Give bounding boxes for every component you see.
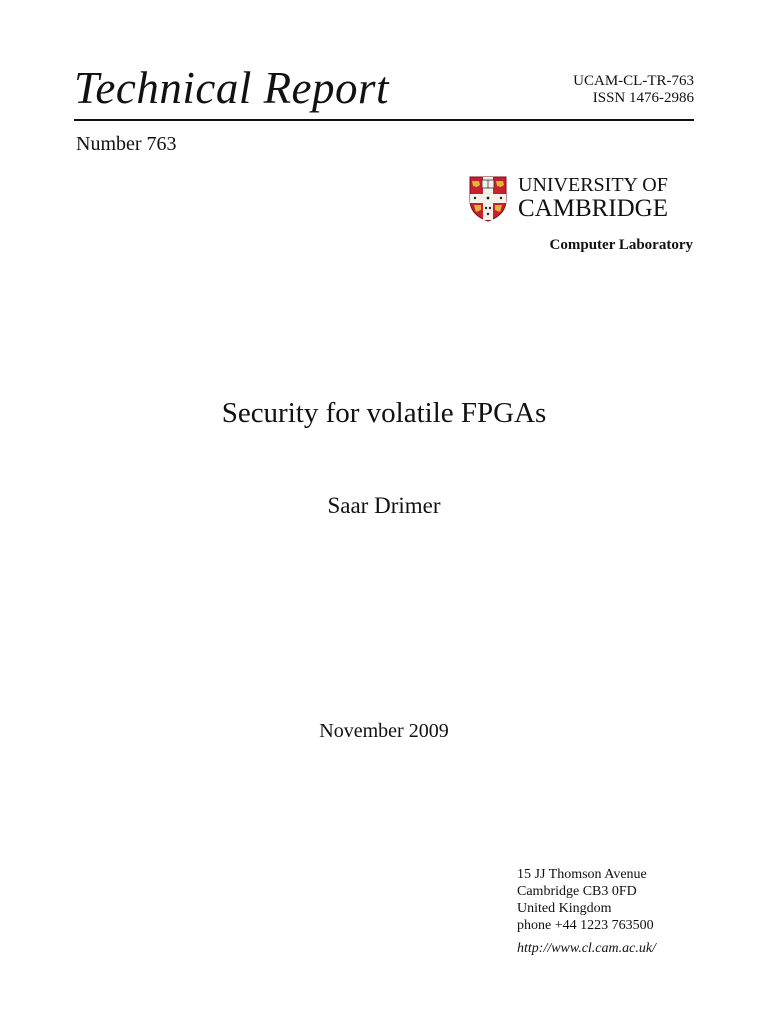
phone-number: phone +44 1223 763500 xyxy=(517,918,654,933)
document-title: Security for volatile FPGAs xyxy=(221,397,547,429)
report-type-title: Technical Report xyxy=(74,63,390,113)
report-id: UCAM-CL-TR-763 xyxy=(573,73,694,89)
university-name-line1: UNIVERSITY OF xyxy=(518,174,668,196)
address-line: Cambridge CB3 0FD xyxy=(517,884,637,899)
department-name: Computer Laboratory xyxy=(549,237,693,253)
report-identifiers xyxy=(573,73,694,107)
document-author: Saar Drimer xyxy=(327,493,441,518)
postal-address xyxy=(517,866,654,934)
university-name xyxy=(518,174,668,222)
address-line: 15 JJ Thomson Avenue xyxy=(517,867,647,882)
crest-ermine-dot xyxy=(487,197,490,200)
issn: ISSN 1476-2986 xyxy=(592,90,694,106)
report-number: Number 763 xyxy=(76,133,177,155)
website-link[interactable]: http://www.cl.cam.ac.uk/ xyxy=(517,941,656,956)
university-name-line2: CAMBRIDGE xyxy=(518,195,669,222)
document-date: November 2009 xyxy=(319,720,449,742)
university-crest-icon xyxy=(469,176,507,222)
address-line: United Kingdom xyxy=(517,901,612,916)
header-divider xyxy=(74,119,694,121)
